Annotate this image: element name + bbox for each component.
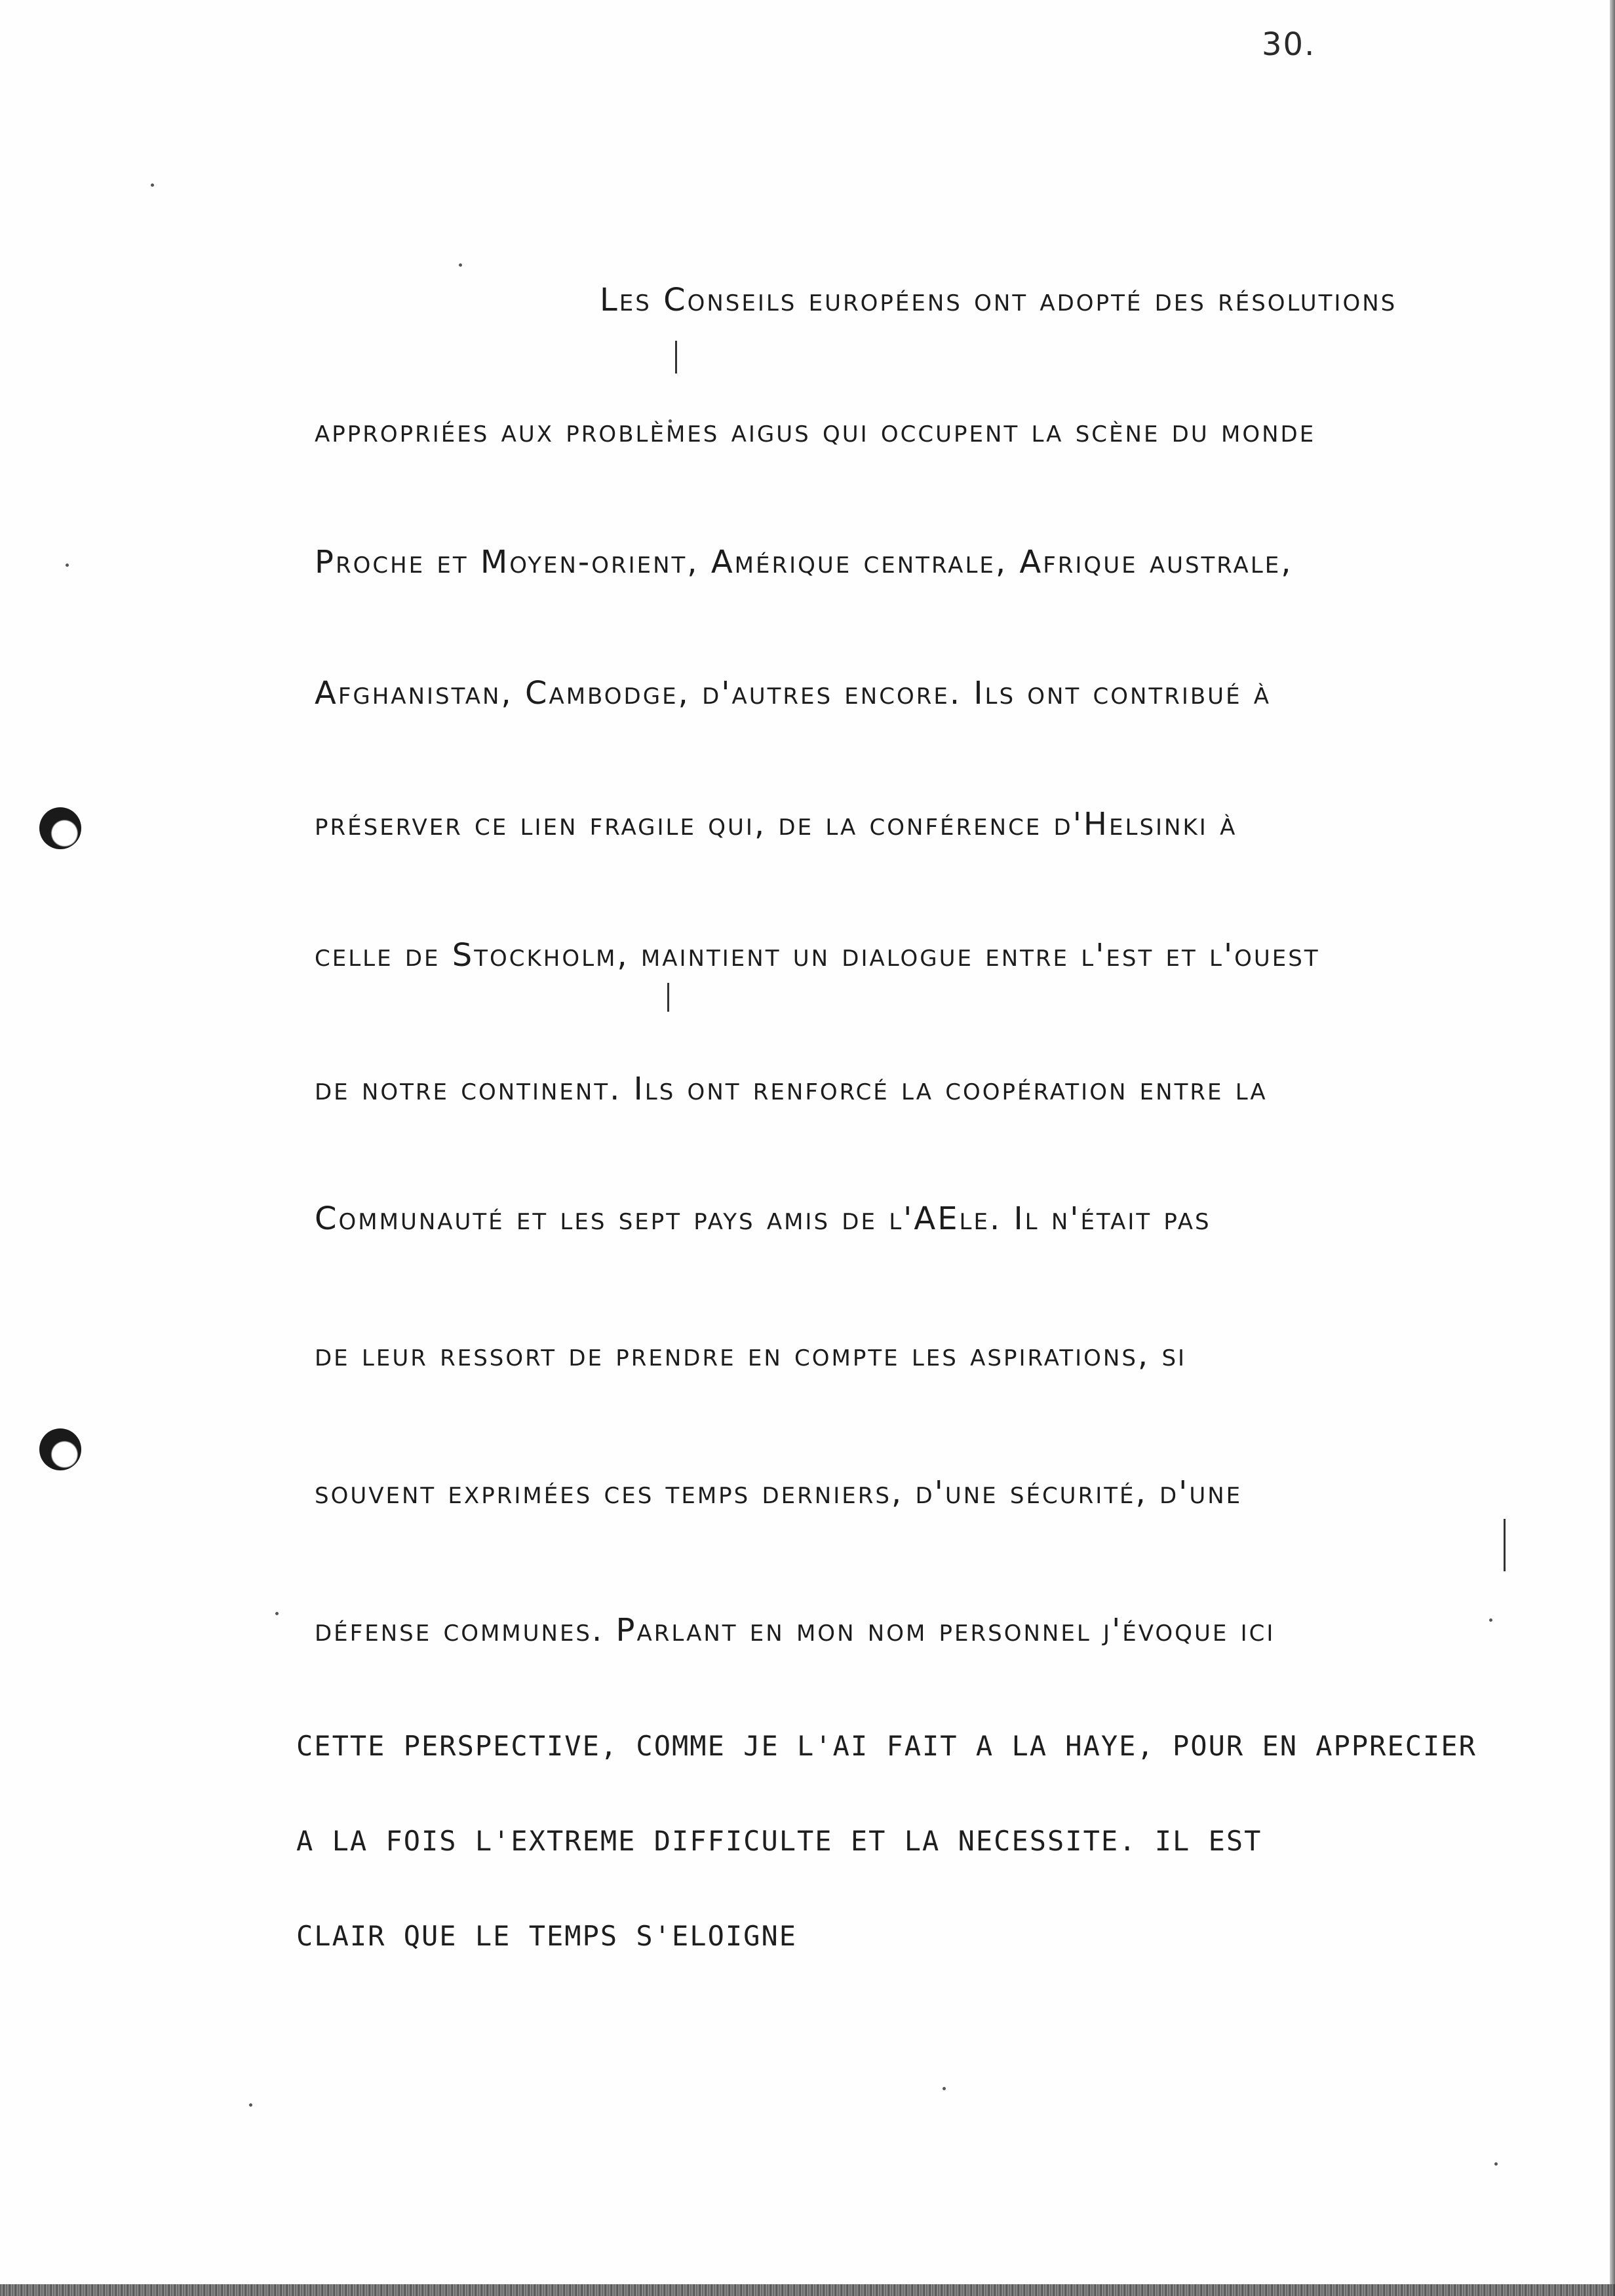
margin-mark <box>1504 1519 1506 1571</box>
page-number: 30. <box>1262 26 1316 63</box>
typed-line: A LA FOIS L'EXTREME DIFFICULTE ET LA NECESSITE. IL EST <box>296 1825 1262 1857</box>
scan-speck <box>943 2087 946 2090</box>
typed-line: CETTE PERSPECTIVE, COMME JE L'AI FAIT A LA HAYE, POUR EN APPRECIER <box>296 1730 1477 1762</box>
body-line: de leur ressort de prendre en compte les aspirations, si <box>315 1337 1187 1373</box>
body-line: celle de Stockholm, maintient un dialogue entre l'est et l'ouest <box>315 937 1320 974</box>
body-line: Afghanistan, Cambodge, d'autres encore. Ils ont contribué à <box>315 675 1272 712</box>
body-line: défense communes. Parlant en mon nom personnel j'évoque ici <box>315 1612 1275 1649</box>
body-line: Communauté et les sept pays amis de l'AEle. Il n'était pas <box>315 1200 1211 1237</box>
scan-speck <box>459 263 462 267</box>
scan-speck <box>66 564 69 567</box>
typed-line: CLAIR QUE LE TEMPS S'ELOIGNE <box>296 1920 798 1952</box>
punch-hole-icon <box>39 1428 81 1470</box>
scan-speck <box>1494 2162 1498 2166</box>
scan-speck <box>1489 1618 1492 1622</box>
body-line: de notre continent. Ils ont renforcé la coopération entre la <box>315 1071 1268 1107</box>
body-line: appropriées aux problèmes aigus qui occupent la scène du monde <box>315 413 1316 450</box>
scan-bottom-edge <box>0 2284 1615 2296</box>
body-line: préserver ce lien fragile qui, de la conférence d'Helsinki à <box>315 806 1237 843</box>
punch-hole-icon <box>39 807 81 849</box>
scan-speck <box>151 183 154 187</box>
margin-mark <box>667 983 669 1012</box>
scan-speck <box>275 1612 279 1615</box>
scan-speck <box>249 2103 252 2107</box>
body-line: Les Conseils européens ont adopté des résolutions <box>600 282 1397 318</box>
scan-right-edge <box>1610 0 1615 2296</box>
body-line: Proche et Moyen-orient, Amérique centrale, Afrique australe, <box>315 544 1293 581</box>
body-line: souvent exprimées ces temps derniers, d'une sécurité, d'une <box>315 1474 1243 1511</box>
margin-mark <box>675 341 677 373</box>
